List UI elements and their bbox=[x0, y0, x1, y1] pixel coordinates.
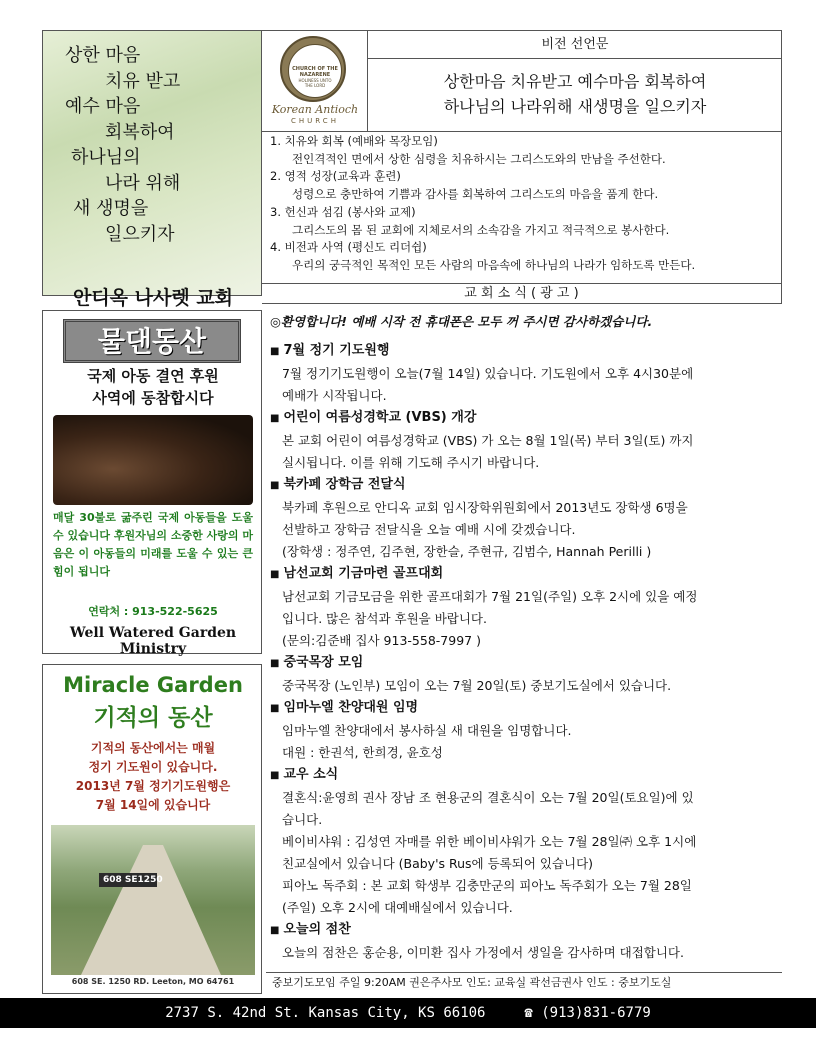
news-item bbox=[270, 563, 782, 652]
vision-item-body: 그리스도의 몸 된 교회에 지체로서의 소속감을 가지고 적극적으로 봉사한다. bbox=[292, 222, 670, 237]
ww-ministry-name: Well Watered Garden Ministry bbox=[69, 625, 237, 657]
mg-body: 2013년 7월 정기기도원행은 bbox=[75, 779, 231, 793]
slogan-line: 치유 받고 bbox=[105, 70, 181, 92]
logo-area bbox=[262, 31, 368, 131]
mg-body: 기적의 동산에서는 매월 bbox=[90, 741, 216, 755]
mg-title-ko: 기적의 동산 bbox=[93, 704, 213, 731]
news-item bbox=[270, 340, 782, 407]
news-item bbox=[270, 652, 782, 697]
slogan-box bbox=[42, 30, 262, 309]
vision-item-head: 3. 헌신과 섬김 (봉사와 교제) bbox=[270, 204, 416, 219]
prayer-meeting-bar: 중보기도모임 주일 9:20AM 권은주사모 인도: 교육실 곽선금권사 인도 : 중보기도실 bbox=[266, 972, 782, 992]
bullet-icon: ■ bbox=[270, 925, 280, 936]
news-item-line: 예배가 시작됩니다. bbox=[282, 388, 387, 403]
vision-item-body: 우리의 궁극적인 목적인 모든 사람의 마음속에 하나님의 나라가 임하도록 만든다. bbox=[292, 257, 696, 272]
news-item bbox=[270, 764, 782, 919]
news-item-line: 입니다. 많은 참석과 후원을 바랍니다. bbox=[282, 611, 487, 626]
mg-body: 7월 14일에 있습니다 bbox=[95, 798, 211, 812]
logo-sub: CHURCH bbox=[291, 117, 339, 125]
vision-header bbox=[262, 30, 782, 284]
news-item-title: 7월 정기 기도원행 bbox=[283, 343, 390, 358]
news-item-line: 친교실에서 있습니다 (Baby's Rus에 등록되어 있습니다) bbox=[282, 856, 594, 871]
news-item-line: 7월 정기기도원행이 오늘(7월 14일) 있습니다. 기도원에서 오후 4시30분에 bbox=[282, 366, 694, 381]
church-name: 안디옥 나사렛 교회 bbox=[72, 287, 234, 309]
slogan-line: 상한 마음 bbox=[65, 45, 141, 66]
slogan-line: 새 생명을 bbox=[73, 198, 149, 219]
ww-body: 매달 30불로 굶주린 국제 아동들을 도울 수 있습니다 후원자님의 소중한 사랑의 마음은 이 아동들의 미래를 도울 수 있는 큰 힘이 됩니다 bbox=[53, 511, 253, 578]
logo-name: Korean Antioch bbox=[271, 103, 359, 116]
bullet-icon: ■ bbox=[270, 658, 280, 669]
news-item bbox=[270, 407, 782, 474]
footer-address: 2737 S. 42nd St. Kansas City, KS 66106 bbox=[165, 1005, 486, 1021]
news-item-line: 남선교회 기금모금을 위한 골프대회가 7월 21일(주일) 오후 2시에 있을 예정 bbox=[282, 589, 698, 604]
news-item-line: 중국목장 (노인부) 모임이 오는 7월 20일(토) 중보기도실에서 있습니다. bbox=[282, 678, 672, 693]
news-item bbox=[270, 919, 782, 964]
news-item-title: 어린이 여름성경학교 (VBS) 개강 bbox=[283, 410, 477, 425]
children-praying-photo bbox=[53, 415, 253, 505]
ww-headline: 사역에 동참합시다 bbox=[92, 389, 214, 407]
news-item-line: 임마누엘 찬양대에서 봉사하실 새 대원을 임명합니다. bbox=[282, 723, 572, 738]
phone-icon: ☎ bbox=[524, 1005, 533, 1021]
church-logo-icon bbox=[280, 36, 346, 102]
news-item-line: 결혼식:윤영희 권사 장남 조 현용군의 결혼식이 오는 7월 20일(토요일)에 있 bbox=[282, 790, 694, 805]
bullet-icon: ■ bbox=[270, 346, 280, 357]
news-item-line: (장학생 : 정주연, 김주현, 장한슬, 주현규, 김범수, Hannah Perilli ) bbox=[282, 544, 652, 559]
slogan-poem bbox=[43, 43, 263, 247]
slogan-line: 하나님의 bbox=[71, 147, 141, 168]
vision-item-head: 2. 영적 성장(교육과 훈련) bbox=[270, 169, 401, 184]
vision-item-head: 4. 비전과 사역 (평신도 리더쉽) bbox=[270, 240, 427, 255]
vision-item-head: 1. 치유와 회복 (예배와 목장모임) bbox=[270, 134, 438, 148]
logo-ring-text: CHURCH OF THE NAZARENE bbox=[292, 66, 338, 78]
news-item-line: (문의:김준배 집사 913-558-7997 ) bbox=[282, 633, 481, 648]
vision-title: 비전 선언문 bbox=[368, 31, 782, 59]
news-item bbox=[270, 697, 782, 764]
news-item-title: 교우 소식 bbox=[283, 767, 339, 782]
news-section bbox=[270, 312, 782, 964]
news-item bbox=[270, 474, 782, 563]
bullet-icon: ■ bbox=[270, 703, 280, 714]
news-item-title: 중국목장 모임 bbox=[283, 655, 364, 670]
bullet-icon: ■ bbox=[270, 569, 280, 580]
news-item-title: 오늘의 점찬 bbox=[283, 922, 351, 937]
news-item-line: 선발하고 장학금 전달식을 오늘 예배 시에 갖겠습니다. bbox=[282, 522, 576, 537]
news-item-line: 습니다. bbox=[282, 812, 323, 827]
bullet-icon: ■ bbox=[270, 480, 280, 491]
news-item-title: 임마누엘 찬양대원 임명 bbox=[283, 700, 419, 715]
ww-contact: 연락처 : 913-522-5625 bbox=[88, 605, 218, 618]
news-item-line: 피아노 독주회 : 본 교회 학생부 김충만군의 피아노 독주회가 오는 7월 28일 bbox=[282, 878, 692, 893]
vision-list bbox=[270, 133, 778, 275]
ww-headline: 국제 아동 결연 후원 bbox=[87, 367, 219, 385]
news-item-title: 남선교회 기금마련 골프대회 bbox=[283, 566, 444, 581]
vision-line: 상한마음 치유받고 예수마음 회복하여 bbox=[443, 72, 707, 91]
news-item-line: 베이비샤워 : 김성연 자매를 위한 베이비샤워가 오는 7월 28일㈜ 오후 1시에 bbox=[282, 834, 697, 849]
slogan-line: 일으키자 bbox=[105, 223, 175, 245]
ww-banner: 물댄동산 bbox=[63, 319, 241, 363]
well-watered-ad bbox=[42, 310, 262, 657]
footer-phone: (913)831-6779 bbox=[541, 1005, 651, 1021]
news-item-title: 북카페 장학금 전달식 bbox=[283, 477, 406, 492]
vision-line: 하나님의 나라위해 새생명을 일으키자 bbox=[443, 97, 707, 116]
news-title: 교 회 소 식 ( 광 고 ) bbox=[262, 284, 782, 304]
mg-title-en: Miracle Garden bbox=[63, 673, 243, 697]
miracle-garden-ad bbox=[42, 664, 262, 994]
mg-body: 정기 기도원이 있습니다. bbox=[88, 760, 218, 774]
slogan-line: 예수 마음 bbox=[65, 96, 141, 117]
news-item-line: (주일) 오후 2시에 대예배실에서 있습니다. bbox=[282, 900, 513, 915]
vision-item-body: 전인격적인 면에서 상한 심령을 치유하시는 그리스도와의 만남을 주선한다. bbox=[292, 151, 666, 166]
news-item-line: 본 교회 어린이 여름성경학교 (VBS) 가 오는 8월 1일(목) 부터 3일(토) 까지 bbox=[282, 433, 694, 448]
news-item-line: 실시됩니다. 이를 위해 기도해 주시기 바랍니다. bbox=[282, 455, 540, 470]
footer-bar bbox=[0, 998, 816, 1028]
mg-address: 608 SE. 1250 RD. Leeton, MO 64761 bbox=[71, 977, 235, 986]
mailbox-number: 608 SE1250 bbox=[103, 875, 163, 885]
bullet-icon: ■ bbox=[270, 413, 280, 424]
logo-center-text: HOLINESS UNTO THE LORD bbox=[298, 78, 332, 88]
news-item-line: 오늘의 점찬은 홍순용, 이미환 집사 가정에서 생일을 감사하며 대접합니다. bbox=[282, 945, 684, 960]
news-item-line: 북카페 후원으로 안디옥 교회 임시장학위원회에서 2013년도 장학생 6명을 bbox=[282, 500, 688, 515]
vision-item-body: 성령으로 충만하여 기쁨과 감사를 회복하여 그리스도의 마음을 품게 한다. bbox=[292, 187, 659, 202]
slogan-line: 나라 위해 bbox=[105, 172, 181, 194]
bullet-icon: ■ bbox=[270, 770, 280, 781]
news-item-line: 대원 : 한권석, 한희경, 윤호성 bbox=[282, 745, 443, 760]
road-photo bbox=[51, 825, 255, 975]
slogan-line: 회복하여 bbox=[105, 121, 175, 143]
welcome-notice: ◎환영합니다! 예배 시작 전 휴대폰은 모두 꺼 주시면 감사하겠습니다. bbox=[270, 314, 653, 329]
